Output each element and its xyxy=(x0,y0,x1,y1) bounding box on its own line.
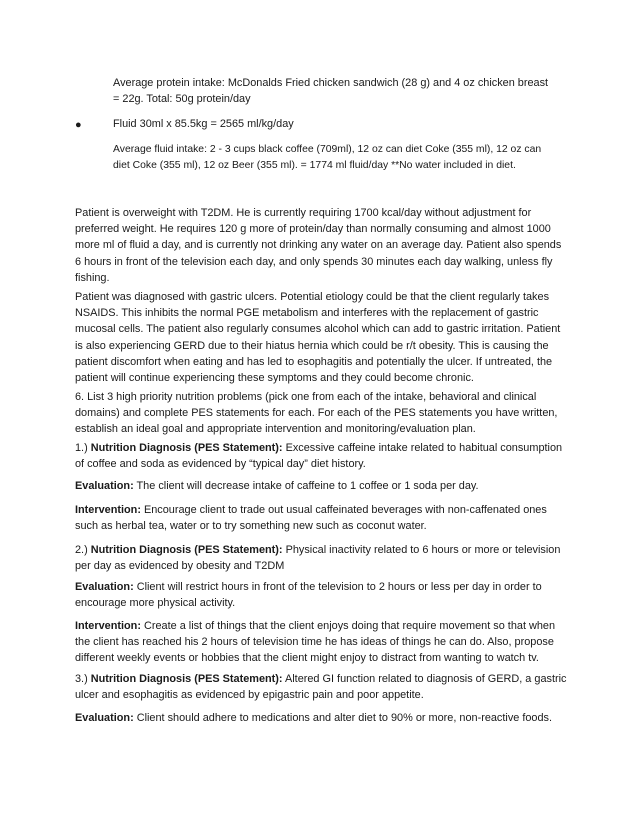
diagnosis-text: Altered GI function related to diagnosis of GERD, a gastric ulcer and esophagitis as evidenced by epigastric pain and poor appetite. xyxy=(75,673,567,702)
diagnosis-label: Nutrition Diagnosis (PES Statement): xyxy=(90,544,283,556)
etiology-paragraph: Patient was diagnosed with gastric ulcers. Potential etiology could be that the client regularly takes NSAIDS. This inhibits the normal PGE metabolism and interferes with the replacement of gastric mucosal cells. The patient also regularly consumes alcohol which can add to gastric irritation. Patient is also experiencing GERD due to their hiatus hernia which could be r/t obesity. This is causing the patient discomfort when eating and has led to esophagitis and potentially the ulcer. If untreated, the patient will continue experiencing these symptoms and they could become chronic. xyxy=(75,291,561,385)
intervention-text: Create a list of things that the client enjoys doing that require movement so that when the client has reached his 2 hours of television time he has ideas of things he can do. Also, propose different weekly events or hobbies that the client might enjoy to distract from wanting to watch tv. xyxy=(75,620,556,665)
evaluation-label: Evaluation: xyxy=(75,480,134,492)
bullet-dot-icon: ● xyxy=(75,119,82,131)
protein-intake-text: Average protein intake: McDonalds Fried chicken sandwich (28 g) and 4 oz chicken breast = 22g. Total: 50g protein/day xyxy=(113,77,549,106)
item-1-intervention xyxy=(75,502,570,534)
item-3-number: 3.) xyxy=(75,673,91,685)
item-2-intervention xyxy=(75,618,570,667)
diagnosis-label: Nutrition Diagnosis (PES Statement): xyxy=(90,442,283,454)
diagnosis-label: Nutrition Diagnosis (PES Statement): xyxy=(90,673,283,685)
fluid-bullet-text: Fluid 30ml x 85.5kg = 2565 ml/kg/day xyxy=(113,118,294,130)
diagnosis-text: Excessive caffeine intake related to habitual consumption of coffee and soda as evidenced by “typical day” diet history. xyxy=(75,442,563,471)
item-1-number: 1.) xyxy=(75,442,91,454)
evaluation-text: Client will restrict hours in front of the television to 2 hours or less per day in order to encourage more physical activity. xyxy=(75,581,542,610)
item-3-diagnosis xyxy=(75,671,570,703)
intervention-label: Intervention: xyxy=(75,620,141,632)
assessment-paragraph: Patient is overweight with T2DM. He is currently requiring 1700 kcal/day without adjustment for preferred weight. He requires 120 g more of protein/day than normally consuming and almost 1000 more ml of fluid a day, and is currently not drinking any water on an average day. Patient also spends 6 hours in front of the television each day, and only spends 30 minutes each day walking, unless fly fishing. xyxy=(75,207,562,284)
item-3-evaluation xyxy=(75,710,570,726)
evaluation-text: The client will decrease intake of caffeine to 1 coffee or 1 soda per day. xyxy=(133,480,479,492)
diagnosis-text: Physical inactivity related to 6 hours or more or television per day as evidenced by obesity and T2DM xyxy=(75,544,561,573)
item-2-evaluation xyxy=(75,579,570,611)
intervention-label: Intervention: xyxy=(75,504,141,516)
intervention-text: Encourage client to trade out usual caffeinated beverages with non-caffenated ones such as herbal tea, water or to try something new such as coconut water. xyxy=(75,504,547,533)
item-1-diagnosis xyxy=(75,440,570,472)
evaluation-label: Evaluation: xyxy=(75,712,134,724)
question-6: 6. List 3 high priority nutrition problems (pick one from each of the intake, behavioral and clinical domains) and complete PES statements for each. For each of the PES statements you have written, establish an ideal goal and appropriate intervention and monitoring/evaluation plan. xyxy=(75,391,558,436)
item-1-evaluation xyxy=(75,478,570,494)
item-2-number: 2.) xyxy=(75,544,91,556)
evaluation-label: Evaluation: xyxy=(75,581,134,593)
fluid-intake-text: Average fluid intake: 2 - 3 cups black coffee (709ml), 12 oz can diet Coke (355 ml), 12 oz can diet Coke (355 ml), 12 oz Beer (355 ml). = 1774 ml fluid/day **No water included in diet. xyxy=(113,144,542,171)
item-2-diagnosis xyxy=(75,542,570,574)
evaluation-text: Client should adhere to medications and alter diet to 90% or more, non-reactive foods. xyxy=(133,712,553,724)
